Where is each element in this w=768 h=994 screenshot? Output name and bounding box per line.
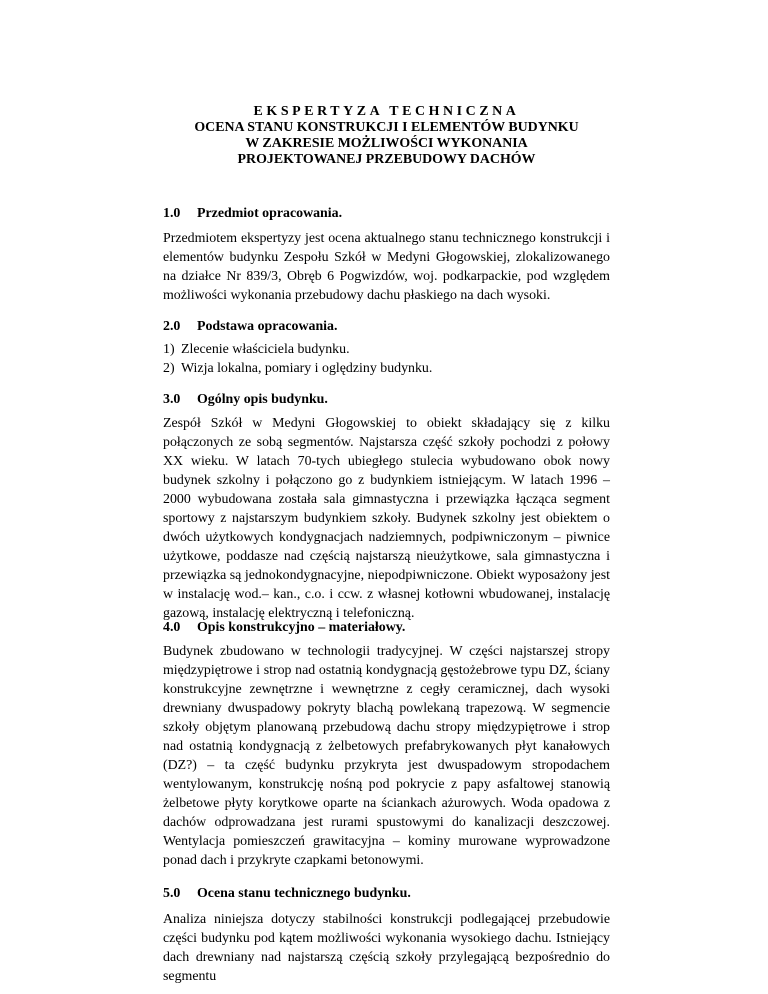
section-4-heading (163, 620, 405, 636)
title-line-2: OCENA STANU KONSTRUKCJI I ELEMENTÓW BUDYNKU (194, 120, 579, 135)
section-1-text: Przedmiotem ekspertyzy jest ocena aktualnego stanu technicznego konstrukcji i elementów budynku Zespołu Szkół w Medyni Głogowskiej, zlokalizowanego na działce Nr 839/3, Obręb 6 Pogwizdów, woj. podkarpackie, pod względem możliwości wykonania przebudowy dachu płaskiego na dach wysoki. (163, 231, 610, 303)
title-line-1: EKSPERTYZA TECHNICZNA (253, 104, 520, 119)
section-title: Ocena stanu technicznego budynku. (197, 886, 411, 901)
section-number: 3.0 (163, 392, 181, 407)
list-marker: 1) (163, 342, 175, 357)
list-item (163, 359, 610, 378)
section-number: 2.0 (163, 319, 181, 334)
document-title (163, 104, 610, 168)
title-line-3: W ZAKRESIE MOŻLIWOŚCI WYKONANIA (245, 136, 528, 151)
section-3-text: Zespół Szkół w Medyni Głogowskiej to obiekt składający się z kilku połączonych ze sobą segmentów. Najstarsza część szkoły pochodzi z połowy XX wieku. W latach 70-tych ubiegłego stulecia wybudowano obok nowy budynek szkolny i połączono go z budynkiem istniejącym. W latach 1996 – 2000 wybudowana została sala gimnastyczna i przewiązka łącząca segment sportowy z najstarszym budynkiem szkoły. Budynek szkolny jest obiektem o dwóch użytkowych kondygnacjach nadziemnych, podpiwniczonym – piwnice użytkowe, poddasze nad częścią najstarszą nieużytkowe, sala gimnastyczna i przewiązka są jednokondygnacyjne, niepodpiwniczone. Obiekt wyposażony jest w instalację wod.– kan., c.o. i ccw. z własnej kotłowni wbudowanej, instalację gazową, instalację elektryczną i telefoniczną. (163, 416, 610, 621)
list-marker: 2) (163, 361, 175, 376)
section-number: 1.0 (163, 206, 181, 221)
section-title: Ogólny opis budynku. (197, 392, 328, 407)
section-title: Opis konstrukcyjno – materiałowy. (197, 620, 406, 635)
section-number: 4.0 (163, 620, 181, 635)
section-3-heading (163, 392, 328, 408)
list-item-text: Zlecenie właściciela budynku. (181, 342, 350, 357)
section-title: Podstawa opracowania. (197, 319, 338, 334)
basis-list (163, 340, 610, 378)
title-line-4: PROJEKTOWANEJ PRZEBUDOWY DACHÓW (237, 152, 536, 167)
section-5-text: Analiza niniejsza dotyczy stabilności konstrukcji podlegającej przebudowie części budynku pod kątem możliwości wykonania wysokiego dachu. Istniejący dach drewniany nad najstarszą częścią szkoły przylegającą bezpośrednio do segmentu (163, 912, 610, 984)
section-1-heading (163, 206, 342, 222)
list-item (163, 340, 610, 359)
section-title: Przedmiot opracowania. (197, 206, 343, 221)
section-5-heading (163, 886, 411, 902)
list-item-text: Wizja lokalna, pomiary i oględziny budynku. (181, 361, 433, 376)
section-4-text: Budynek zbudowano w technologii tradycyjnej. W części najstarszej stropy międzypiętrowe i strop nad ostatnią kondygnacją gęstożebrowe typu DZ, ściany konstrukcyjne zewnętrzne i wewnętrzne z cegły ceramicznej, dach wysoki drewniany dwuspadowy pokryty blachą powlekaną trapezową. W segmencie szkoły objętym planowaną przebudową dachu stropy międzypiętrowe i strop nad ostatnią kondygnacją z żelbetowych prefabrykowanych płyt kanałowych (DZ?) – ta część budynku przykryta jest dwuspadowym stropodachem wentylowanym, konstrukcję nośną pod pokrycie z papy asfaltowej stanowią żelbetowe płyty korytkowe oparte na ściankach ażurowych. Woda opadowa z dachów odprowadzana jest rurami spustowymi do kanalizacji deszczowej. Wentylacja pomieszczeń grawitacyjna – kominy murowane wyprowadzone ponad dach i przykryte czapkami betonowymi. (163, 644, 610, 868)
section-number: 5.0 (163, 886, 181, 901)
section-2-heading (163, 319, 337, 335)
